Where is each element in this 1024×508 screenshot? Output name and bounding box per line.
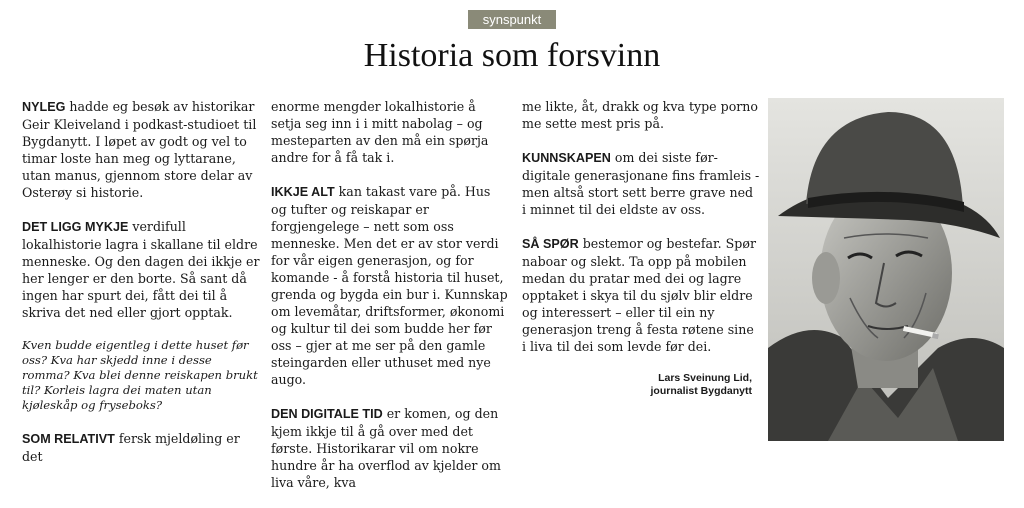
lead-in: DEN DIGITALE TID: [271, 407, 383, 421]
paragraph: [22, 218, 260, 321]
byline-name: Lars Sveinung Lid,: [658, 372, 752, 384]
paragraph: [271, 98, 509, 166]
paragraph: [522, 149, 760, 218]
body-text: er komen, og den kjem ikkje til å gå over med det første. Historikarar vil om nokre hundre år ha overflod av kjelder om liva våre, kva: [271, 406, 501, 490]
paragraph: [271, 183, 509, 388]
lead-in: NYLEG: [22, 100, 66, 114]
headline: Historia som forsvinn: [363, 37, 661, 74]
section-tag: synspunkt: [468, 10, 556, 29]
body-text: bestemor og bestefar. Spør naboar og slekt. Ta opp på mobilen medan du pratar med dei og lagre opptaket i skya til du sjølv blir eldre og interessert – eller til ein ny generasjon treng å festa røtene sine i liva til dei som levde før dei.: [522, 236, 756, 354]
paragraph: [271, 405, 509, 491]
paragraph: [22, 430, 260, 465]
lead-in: SOM RELATIVT: [22, 432, 115, 446]
body-text: verdifull lokalhistorie lagra i skallane til eldre menneske. Og den dagen dei ikkje er her lenger er den borte. Så sant då ingen har spurt dei, fått dei til å skriva det ned eller gjort opptak.: [22, 219, 260, 320]
body-text: enorme mengder lokalhistorie å setja seg inn i i mitt nabolag – og mesteparten av den må ein spørja andre for å få tak i.: [271, 99, 489, 165]
lead-in: KUNNSKAPEN: [522, 151, 611, 165]
body-text: fersk mjeldøling er det: [22, 431, 240, 464]
body-text: hadde eg besøk av historikar Geir Kleiveland i podkast-studioet til Bygdanytt. I løpet av godt og vel to timar loste han meg og lyttarane, utan manus, gjennom store delar av Osterøy si historie.: [22, 99, 257, 200]
paragraph: [22, 98, 260, 201]
byline-role: journalist Bygdanytt: [650, 385, 752, 397]
lead-in: IKKJE ALT: [271, 185, 335, 199]
column-3: [522, 98, 760, 398]
column-1: [22, 98, 260, 482]
pull-quote: Kven budde eigentleg i dette huset før oss? Kva har skjedd inne i desse romma? Kva blei denne reiskapen brukt til? Korleis lagra dei maten utan kjøleskåp og fryseboks?: [22, 338, 258, 412]
column-2: [271, 98, 509, 508]
portrait-photo: [768, 98, 1004, 441]
body-text: kan takast vare på. Hus og tufter og reiskapar er forgjengelege – nett som oss menneske. Men det er av stor verdi for vår eigen generasjon, og for komande - å forstå historia til huset, grenda og bygda ein bur i. Kunnskap om levemåtar, driftsformer, økonomi og kultur til dei som budde her før oss – gjer at me ser på den gamle steingarden eller uthuset med nye augo.: [271, 184, 508, 387]
body-text: me likte, åt, drakk og kva type porno me sette mest pris på.: [522, 99, 758, 131]
body-text: om dei siste før-digitale generasjonane fins framleis - men altså stort sett berre grave ned i minnet til dei eldste av oss.: [522, 150, 760, 217]
old-man-portrait-image: [768, 98, 1004, 441]
lead-in: SÅ SPØR: [522, 237, 579, 251]
lead-in: DET LIGG MYKJE: [22, 220, 129, 234]
byline: [522, 372, 760, 398]
paragraph: [522, 98, 760, 132]
paragraph: [522, 235, 760, 355]
